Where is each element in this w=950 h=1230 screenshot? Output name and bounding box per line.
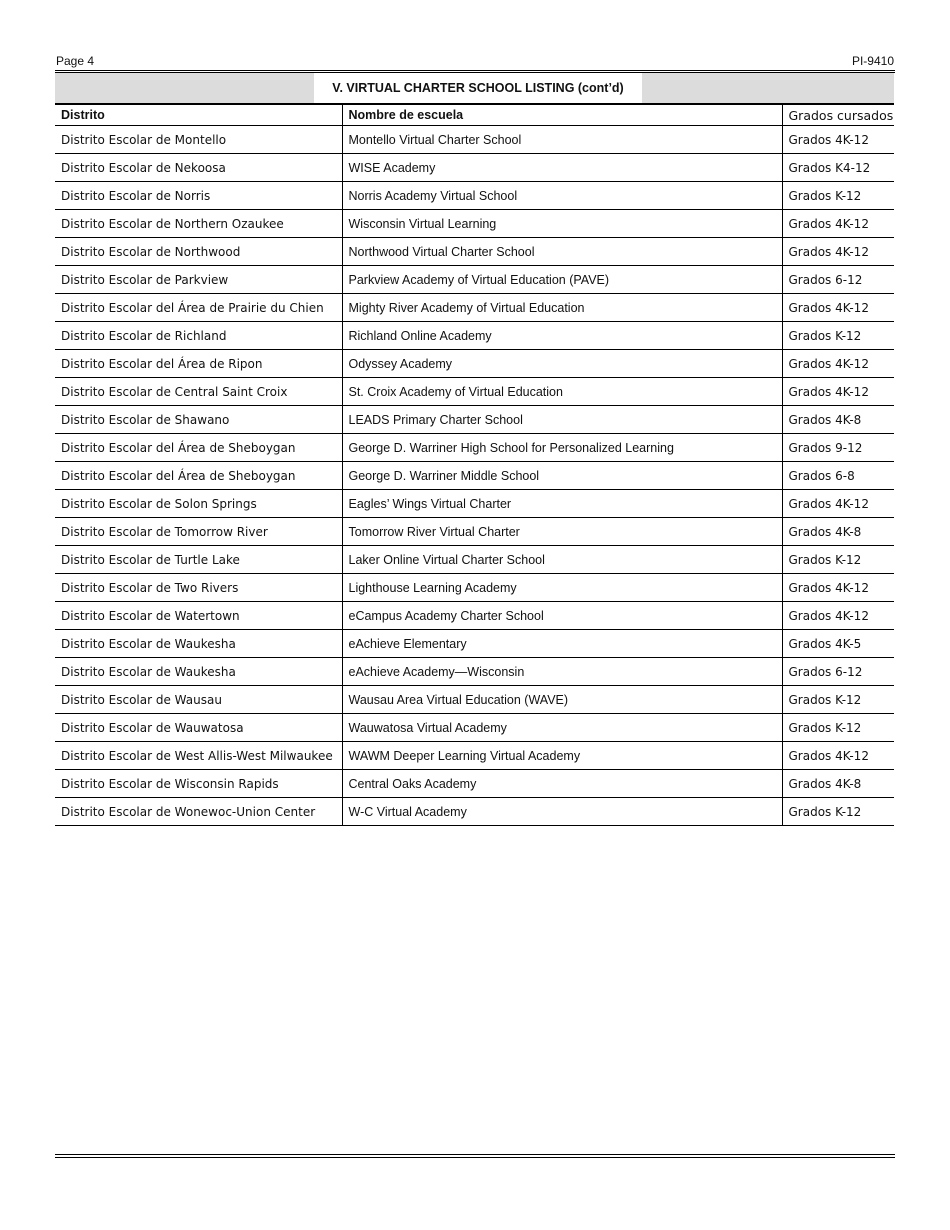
school-name-cell: Wisconsin Virtual Learning <box>342 210 782 238</box>
grades-cell: Grados 4K-12 <box>782 378 894 406</box>
table-row <box>55 154 894 182</box>
district-cell: Distrito Escolar de Parkview <box>55 266 342 294</box>
school-name-cell: Lighthouse Learning Academy <box>342 574 782 602</box>
grades-cell: Grados 4K-12 <box>782 294 894 322</box>
table-row <box>55 770 894 798</box>
district-cell: Distrito Escolar de Watertown <box>55 602 342 630</box>
district-cell: Distrito Escolar de Norris <box>55 182 342 210</box>
district-cell: Distrito Escolar de Shawano <box>55 406 342 434</box>
school-name-cell: George D. Warriner High School for Personalized Learning <box>342 434 782 462</box>
table-row <box>55 378 894 406</box>
form-id: PI-9410 <box>851 54 894 68</box>
school-name-cell: Eagles’ Wings Virtual Charter <box>342 490 782 518</box>
grades-cell: Grados 4K-12 <box>782 742 894 770</box>
table-row <box>55 602 894 630</box>
school-name-cell: Central Oaks Academy <box>342 770 782 798</box>
grades-cell: Grados 4K-5 <box>782 630 894 658</box>
grades-cell: Grados 9-12 <box>782 434 894 462</box>
grades-cell: Grados 4K-12 <box>782 238 894 266</box>
table-row <box>55 798 894 826</box>
table-row <box>55 266 894 294</box>
table-row <box>55 406 894 434</box>
grades-cell: Grados 4K-8 <box>782 518 894 546</box>
district-cell: Distrito Escolar de West Allis-West Milwaukee <box>55 742 342 770</box>
grades-cell: Grados 4K-12 <box>782 602 894 630</box>
district-cell: Distrito Escolar de Northwood <box>55 238 342 266</box>
district-cell: Distrito Escolar del Área de Sheboygan <box>55 434 342 462</box>
school-name-cell: Wauwatosa Virtual Academy <box>342 714 782 742</box>
district-cell: Distrito Escolar de Turtle Lake <box>55 546 342 574</box>
grades-cell: Grados K-12 <box>782 714 894 742</box>
school-name-cell: Tomorrow River Virtual Charter <box>342 518 782 546</box>
school-name-cell: Montello Virtual Charter School <box>342 126 782 154</box>
table-row <box>55 238 894 266</box>
table-row <box>55 630 894 658</box>
table-row <box>55 350 894 378</box>
district-cell: Distrito Escolar de Wauwatosa <box>55 714 342 742</box>
district-cell: Distrito Escolar del Área de Prairie du Chien <box>55 294 342 322</box>
grades-cell: Grados 4K-12 <box>782 490 894 518</box>
school-name-cell: eAchieve Elementary <box>342 630 782 658</box>
school-name-cell: Northwood Virtual Charter School <box>342 238 782 266</box>
district-cell: Distrito Escolar del Área de Ripon <box>55 350 342 378</box>
grades-cell: Grados 4K-8 <box>782 406 894 434</box>
district-cell: Distrito Escolar del Área de Sheboygan <box>55 462 342 490</box>
table-row <box>55 574 894 602</box>
table-row <box>55 182 894 210</box>
table-row <box>55 294 894 322</box>
grades-cell: Grados 6-12 <box>782 658 894 686</box>
table-row <box>55 462 894 490</box>
grades-cell: Grados K-12 <box>782 798 894 826</box>
district-cell: Distrito Escolar de Two Rivers <box>55 574 342 602</box>
grades-cell: Grados 6-8 <box>782 462 894 490</box>
school-name-cell: W-C Virtual Academy <box>342 798 782 826</box>
grades-cell: Grados 4K-12 <box>782 210 894 238</box>
school-name-cell: WAWM Deeper Learning Virtual Academy <box>342 742 782 770</box>
grades-cell: Grados 4K-12 <box>782 574 894 602</box>
table-header-row <box>55 104 894 126</box>
grades-cell: Grados K-12 <box>782 546 894 574</box>
table-row <box>55 490 894 518</box>
grades-cell: Grados 4K-12 <box>782 126 894 154</box>
district-cell: Distrito Escolar de Nekoosa <box>55 154 342 182</box>
school-listing-table <box>55 103 894 826</box>
table-row <box>55 742 894 770</box>
school-name-cell: Laker Online Virtual Charter School <box>342 546 782 574</box>
table-row <box>55 658 894 686</box>
school-name-cell: Richland Online Academy <box>342 322 782 350</box>
school-name-cell: Odyssey Academy <box>342 350 782 378</box>
footer-rule-bottom <box>55 1157 895 1158</box>
table-row <box>55 126 894 154</box>
column-header-grades: Grados cursados <box>782 104 894 126</box>
table-row <box>55 686 894 714</box>
district-cell: Distrito Escolar de Solon Springs <box>55 490 342 518</box>
footer-rule-top <box>55 1154 895 1155</box>
district-cell: Distrito Escolar de Montello <box>55 126 342 154</box>
district-cell: Distrito Escolar de Wisconsin Rapids <box>55 770 342 798</box>
table-row <box>55 546 894 574</box>
school-name-cell: Parkview Academy of Virtual Education (PAVE) <box>342 266 782 294</box>
grades-cell: Grados K-12 <box>782 322 894 350</box>
table-row <box>55 518 894 546</box>
column-header-district: Distrito <box>55 104 342 126</box>
district-cell: Distrito Escolar de Waukesha <box>55 658 342 686</box>
district-cell: Distrito Escolar de Tomorrow River <box>55 518 342 546</box>
table-row <box>55 434 894 462</box>
grades-cell: Grados 4K-12 <box>782 350 894 378</box>
school-name-cell: George D. Warriner Middle School <box>342 462 782 490</box>
table-row <box>55 714 894 742</box>
table-body <box>55 126 894 826</box>
school-name-cell: Wausau Area Virtual Education (WAVE) <box>342 686 782 714</box>
school-name-cell: St. Croix Academy of Virtual Education <box>342 378 782 406</box>
district-cell: Distrito Escolar de Richland <box>55 322 342 350</box>
grades-cell: Grados K-12 <box>782 182 894 210</box>
grades-cell: Grados 4K-8 <box>782 770 894 798</box>
column-header-school: Nombre de escuela <box>342 104 782 126</box>
header-rule-top <box>55 70 895 71</box>
school-name-cell: eCampus Academy Charter School <box>342 602 782 630</box>
section-title: V. VIRTUAL CHARTER SCHOOL LISTING (cont’d) <box>314 73 642 103</box>
district-cell: Distrito Escolar de Wausau <box>55 686 342 714</box>
grades-cell: Grados 6-12 <box>782 266 894 294</box>
school-name-cell: Norris Academy Virtual School <box>342 182 782 210</box>
school-name-cell: LEADS Primary Charter School <box>342 406 782 434</box>
district-cell: Distrito Escolar de Northern Ozaukee <box>55 210 342 238</box>
district-cell: Distrito Escolar de Waukesha <box>55 630 342 658</box>
district-cell: Distrito Escolar de Central Saint Croix <box>55 378 342 406</box>
school-name-cell: Mighty River Academy of Virtual Education <box>342 294 782 322</box>
school-name-cell: WISE Academy <box>342 154 782 182</box>
school-name-cell: eAchieve Academy—Wisconsin <box>342 658 782 686</box>
page-number: Page 4 <box>56 54 95 68</box>
table-row <box>55 322 894 350</box>
grades-cell: Grados K4-12 <box>782 154 894 182</box>
grades-cell: Grados K-12 <box>782 686 894 714</box>
district-cell: Distrito Escolar de Wonewoc-Union Center <box>55 798 342 826</box>
table-row <box>55 210 894 238</box>
